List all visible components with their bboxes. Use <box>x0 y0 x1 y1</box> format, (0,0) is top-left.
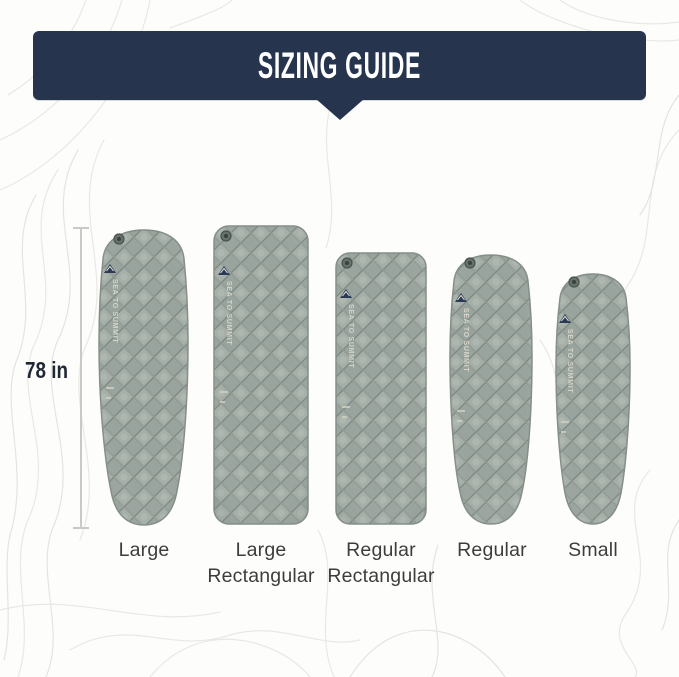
pad-regular-rectangular-image <box>333 250 429 527</box>
sizing-guide-title: SIZING GUIDE <box>258 44 421 86</box>
valve-center-icon <box>224 234 228 238</box>
pad-large-image <box>94 227 194 527</box>
pad-shading <box>556 274 630 524</box>
pad-shading <box>336 253 426 524</box>
pad-regular-image <box>446 252 537 527</box>
print-mark <box>106 387 114 389</box>
brand-text: SEA TO SUMMIT <box>462 308 469 373</box>
pad-label-small: Small <box>568 539 618 561</box>
valve-center-icon <box>572 280 576 284</box>
valve-center-icon <box>117 237 121 241</box>
print-mark <box>106 397 111 399</box>
pad-large <box>94 227 194 527</box>
measure-value: 78 in <box>25 357 69 383</box>
pad-shading <box>214 226 308 524</box>
pad-large-rectangular-image <box>211 223 311 527</box>
valve-center-icon <box>345 261 349 265</box>
pad-large-rectangular <box>211 223 311 527</box>
pad-label-regular-rectangular: Regular Rectangular <box>327 539 435 587</box>
pad-small-image <box>552 271 634 527</box>
pad-regular-rectangular <box>333 250 429 527</box>
pad-shading <box>99 230 188 525</box>
brand-text: SEA TO SUMMIT <box>111 279 118 344</box>
pad-label-large: Large <box>118 539 170 561</box>
pad-regular <box>446 252 537 527</box>
sizing-guide-banner <box>33 31 646 100</box>
measure-line <box>80 228 82 527</box>
pad-label-regular: Regular <box>457 539 527 561</box>
brand-text: SEA TO SUMMIT <box>225 281 232 346</box>
print-mark <box>457 420 462 422</box>
print-mark <box>561 431 566 433</box>
banner-pointer-icon <box>316 99 364 120</box>
brand-text: SEA TO SUMMIT <box>566 329 573 394</box>
pad-small <box>552 271 634 527</box>
print-mark <box>220 401 225 403</box>
print-mark <box>457 410 465 412</box>
print-mark <box>220 391 228 393</box>
print-mark <box>342 416 347 418</box>
pad-label-large-rectangular: Large Rectangular <box>207 539 315 587</box>
print-mark <box>342 406 350 408</box>
valve-center-icon <box>468 261 472 265</box>
print-mark <box>561 421 569 423</box>
brand-text: SEA TO SUMMIT <box>347 304 354 369</box>
measure-cap-bottom <box>73 527 89 529</box>
